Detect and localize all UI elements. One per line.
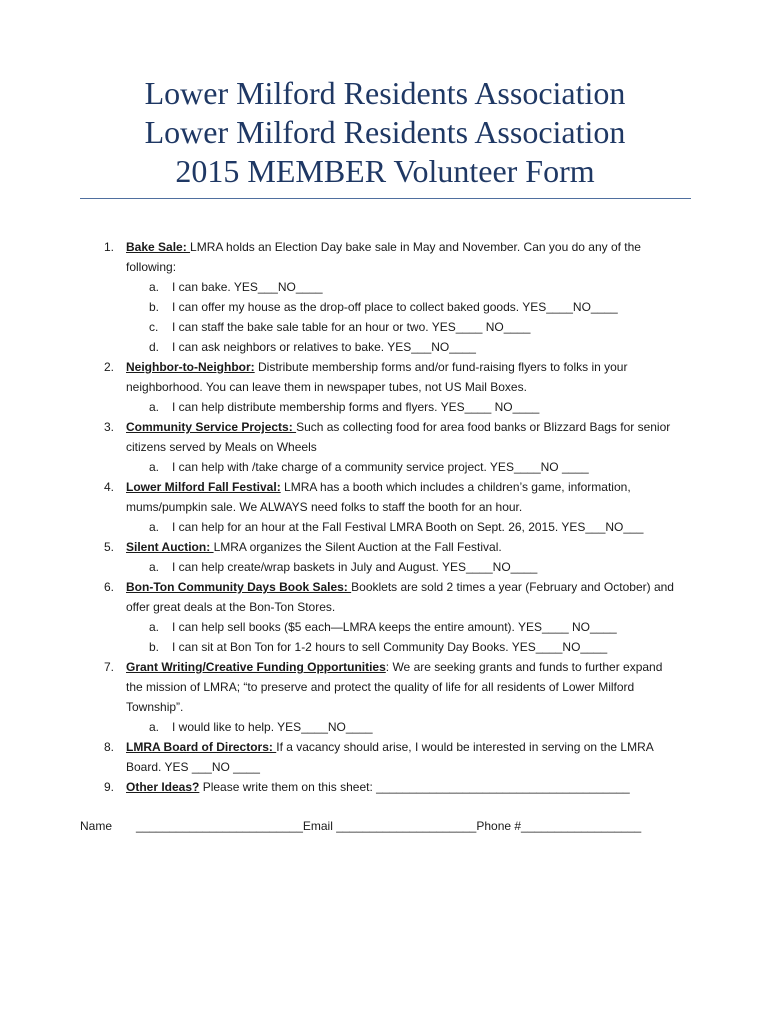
- list-item-bake-sale: [80, 237, 680, 277]
- sub-item: [80, 517, 680, 537]
- sub-letter: a.: [149, 520, 160, 534]
- item-label: Lower Milford Fall Festival:: [126, 480, 281, 494]
- item-number: 6.: [104, 580, 115, 594]
- item-label: Bon-Ton Community Days Book Sales:: [126, 580, 352, 594]
- list-item-board: [80, 737, 680, 777]
- sub-letter: c.: [149, 320, 159, 334]
- item-number: 8.: [104, 740, 115, 754]
- sub-letter: d.: [149, 340, 160, 354]
- item-label: Grant Writing/Creative Funding Opportunities: [126, 660, 386, 674]
- item-number: 1.: [104, 240, 115, 254]
- sub-text: I can help create/wrap baskets in July and August. YES____NO____: [172, 560, 538, 574]
- sub-item: [80, 617, 680, 637]
- sub-letter: b.: [149, 300, 160, 314]
- item-label: Other Ideas?: [126, 780, 200, 794]
- item-number: 4.: [104, 480, 115, 494]
- sub-letter: b.: [149, 640, 160, 654]
- contact-fields: _________________________Email _____________________Phone #__________________: [136, 819, 642, 833]
- list-item-other-ideas: [80, 777, 680, 797]
- list-item-fall-festival: [80, 477, 680, 517]
- item-number: 9.: [104, 780, 115, 794]
- sub-letter: a.: [149, 400, 160, 414]
- item-number: 3.: [104, 420, 115, 434]
- title-line-1: Lower Milford Residents Association: [144, 75, 626, 111]
- item-text: LMRA organizes the Silent Auction at the Fall Festival.: [213, 540, 502, 554]
- item-label: LMRA Board of Directors:: [126, 740, 277, 754]
- sub-letter: a.: [149, 720, 160, 734]
- sub-item: [80, 637, 680, 657]
- item-text: Please write them on this sheet: ______________________________________: [199, 780, 630, 794]
- sub-text: I can ask neighbors or relatives to bake. YES___NO____: [172, 340, 476, 354]
- item-text: Such as collecting food for area food banks or Blizzard Bags for senior citizens served by Meals on Wheels: [126, 420, 671, 454]
- sub-item: [80, 317, 680, 337]
- list-item-neighbor: [80, 357, 680, 397]
- item-text: LMRA has a booth which includes a children’s game, information, mums/pumpkin sale. We ALWAYS need folks to staff the booth for an hour.: [126, 480, 631, 514]
- list-item-book-sales: [80, 577, 680, 617]
- form-title: [80, 74, 690, 191]
- title-line-3: 2015 MEMBER Volunteer Form: [175, 153, 595, 189]
- item-text: Distribute membership forms and/or fund-raising flyers to folks in your neighborhood. You can leave them in newspaper tubes, not US Mail Boxes.: [126, 360, 628, 394]
- sub-letter: a.: [149, 620, 160, 634]
- sub-text: I can help sell books ($5 each—LMRA keeps the entire amount). YES____ NO____: [172, 620, 617, 634]
- sub-text: I can bake. YES___NO____: [172, 280, 323, 294]
- sub-letter: a.: [149, 460, 160, 474]
- sub-item: [80, 277, 680, 297]
- sub-letter: a.: [149, 280, 160, 294]
- sub-text: I can sit at Bon Ton for 1-2 hours to sell Community Day Books. YES____NO____: [172, 640, 608, 654]
- sub-item: [80, 717, 680, 737]
- item-number: 7.: [104, 660, 115, 674]
- item-number: 5.: [104, 540, 115, 554]
- sub-text: I can help with /take charge of a community service project. YES____NO ____: [172, 460, 589, 474]
- title-line-2: Lower Milford Residents Association: [144, 114, 626, 150]
- sub-letter: a.: [149, 560, 160, 574]
- sub-text: I can help for an hour at the Fall Festival LMRA Booth on Sept. 26, 2015. YES___NO___: [172, 520, 644, 534]
- contact-line: [80, 816, 680, 836]
- item-label: Bake Sale:: [126, 240, 191, 254]
- sub-item: [80, 457, 680, 477]
- sub-text: I can help distribute membership forms and flyers. YES____ NO____: [172, 400, 540, 414]
- sub-text: I would like to help. YES____NO____: [172, 720, 373, 734]
- sub-item: [80, 337, 680, 357]
- item-text: : We are seeking grants and funds to further expand the mission of LMRA; “to preserve and protect the quality of life for all residents of Lower Milford Township”.: [126, 660, 663, 714]
- volunteer-list: [80, 237, 680, 797]
- sub-item: [80, 297, 680, 317]
- list-item-grant-writing: [80, 657, 680, 717]
- item-label: Neighbor-to-Neighbor:: [126, 360, 255, 374]
- list-item-silent-auction: [80, 537, 680, 557]
- list-item-community-service: [80, 417, 680, 457]
- sub-text: I can staff the bake sale table for an hour or two. YES____ NO____: [172, 320, 531, 334]
- sub-item: [80, 397, 680, 417]
- item-label: Silent Auction:: [126, 540, 214, 554]
- sub-text: I can offer my house as the drop-off place to collect baked goods. YES____NO____: [172, 300, 618, 314]
- item-text: If a vacancy should arise, I would be interested in serving on the LMRA Board. YES ___NO ____: [126, 740, 654, 774]
- item-label: Community Service Projects:: [126, 420, 297, 434]
- sub-item: [80, 557, 680, 577]
- item-text: LMRA holds an Election Day bake sale in May and November. Can you do any of the following:: [126, 240, 641, 274]
- name-label: Name: [80, 819, 113, 833]
- item-text: Booklets are sold 2 times a year (February and October) and offer great deals at the Bon-Ton Stores.: [126, 580, 674, 614]
- item-number: 2.: [104, 360, 115, 374]
- title-divider: [80, 198, 691, 199]
